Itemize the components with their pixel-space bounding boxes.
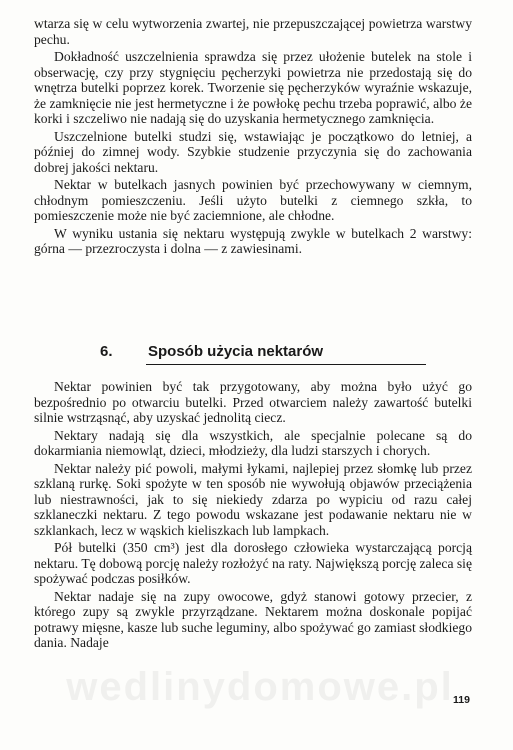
section-number: 6. <box>100 343 113 360</box>
paragraph: Nektar nadaje się na zupy owocowe, gdyż stanowi gotowy przecier, z którego zupy są zwykle przyrządzane. Nektarem można doskonale popijać potrawy mięsne, kasze lub suche leguminy, albo spożywać go zamiast słodkiego dania. Nadaje <box>34 588 472 650</box>
paragraph: Nektary nadają się dla wszystkich, ale specjalnie polecane są do dokarmiania niemowląt, dzieci, młodzieży, dla ludzi starszych i chorych. <box>34 427 472 458</box>
paragraph: Pół butelki (350 cm³) jest dla dorosłego człowieka wystarczającą porcją nektaru. Tę dobową porcję należy rozłożyć na raty. Największą porcję zaleca się spożywać podczas posiłków. <box>34 540 472 586</box>
paragraph-continuation: wtarza się w celu wytworzenia zwartej, nie przepuszczającej powietrza warstwy pechu. <box>34 16 472 47</box>
paragraph: Nektar powinien być tak przygotowany, aby można było użyć go bezpośrednio po otwarciu butelki. Przed otwarciem należy zawartość butelki silnie wstrząsnąć, aby uzyskać jednolitą ciecz. <box>34 379 472 425</box>
section-title: Sposób użycia nektarów <box>148 343 324 360</box>
paragraph: Nektar w butelkach jasnych powinien być przechowywany w ciemnym, chłodnym pomieszczeniu. Jeśli użyto butelki z ciemnego szkła, to pomieszczenie może nie być zaciemnione, ale chłodne. <box>34 177 472 223</box>
top-text-block <box>34 16 472 259</box>
section-heading <box>100 343 430 367</box>
heading-underline <box>146 364 426 365</box>
paragraph: Uszczelnione butelki studzi się, wstawiając je początkowo do letniej, a później do zimnej wody. Szybkie studzenie przyczynia się do zachowania dobrej jakości nektaru. <box>34 128 472 175</box>
paragraph: Dokładność uszczelnienia sprawdza się przez ułożenie butelek na stole i obserwację, czy przy stygnięciu pęcherzyki powietrza nie przedostają się do wnętrza butelki poprzez korek. Tworzenie się pęcherzyków wyraźnie wskazuje, że zamknięcie nie jest hermetyczne i że powłokę pechu trzeba poprawić, albo że korki i szczeliwo nie nadają się do uzyskania hermetycznego zamknięcia. <box>34 49 472 126</box>
paragraph: W wyniku ustania się nektaru występują zwykle w butelkach 2 warstwy: górna — przezroczysta i dolna — z zawiesinami. <box>34 225 472 256</box>
page-number: 119 <box>453 694 470 706</box>
bottom-text-block <box>34 379 472 653</box>
watermark: wedlinydomowe.pl <box>66 665 454 709</box>
paragraph: Nektar należy pić powoli, małymi łykami, najlepiej przez słomkę lub przez szklaną rurkę. Soki spożyte w ten sposób nie wywołują objawów przeciążenia lub niestrawności, jak to się niekiedy zdarza po wypiciu od razu całej szklaneczki nektaru. Z tego powodu wskazane jest podawanie nektaru nie w szklankach, lecz w wąskich kieliszkach lub lampkach. <box>34 460 472 538</box>
